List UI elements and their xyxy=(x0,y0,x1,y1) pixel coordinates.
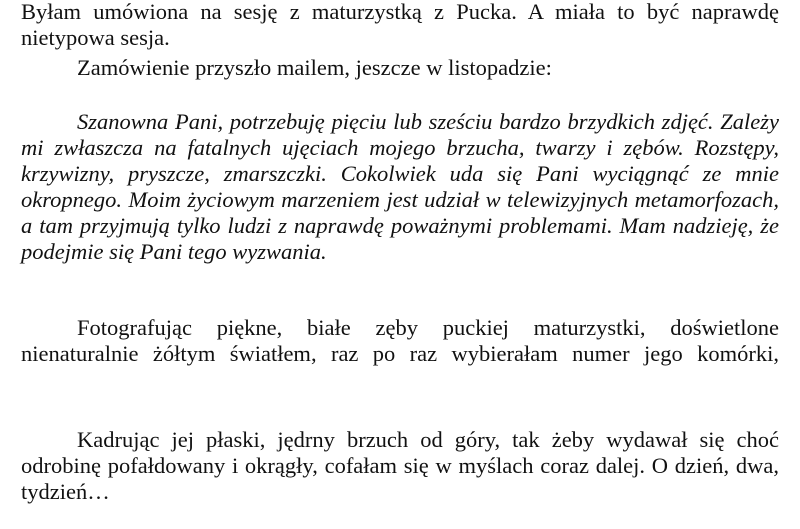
text-line: nietypowa sesja. xyxy=(21,25,170,50)
text-line: Byłam umówiona na sesję z maturzystką z Pucka. A miała to być naprawdę xyxy=(21,0,779,24)
quoted-email-line: a tam przyjmują tylko ludzi z naprawdę poważnymi problemami. Mam nadzieję, że xyxy=(21,213,779,238)
text-line: Kadrując jej płaski, jędrny brzuch od góry, tak żeby wydawał się choć xyxy=(77,427,779,452)
quoted-email-line: krzywizny, pryszcze, zmarszczki. Cokolwiek uda się Pani wyciągnąć ze mnie xyxy=(21,161,779,186)
quoted-email-line: Szanowna Pani, potrzebuję pięciu lub sześciu bardzo brzydkich zdjęć. Zależy xyxy=(77,109,779,134)
quoted-email-line: okropnego. Moim życiowym marzeniem jest udział w telewizyjnych metamorfozach, xyxy=(21,187,779,212)
quoted-email-line: podejmie się Pani tego wyzwania. xyxy=(21,239,327,264)
text-line: nienaturalnie żółtym światłem, raz po raz wybierałam numer jego komórki, xyxy=(21,341,779,366)
text-line: odrobinę pofałdowany i okrągły, cofałam się w myślach coraz dalej. O dzień, dwa, xyxy=(21,453,779,478)
text-line: tydzień… xyxy=(21,479,110,504)
text-line: Fotografując piękne, białe zęby puckiej maturzystki, doświetlone xyxy=(77,315,779,340)
quoted-email-line: mi zwłaszcza na fatalnych ujęciach mojego brzucha, twarzy i zębów. Rozstępy, xyxy=(21,135,779,160)
text-line: Zamówienie przyszło mailem, jeszcze w listopadzie: xyxy=(77,55,552,80)
